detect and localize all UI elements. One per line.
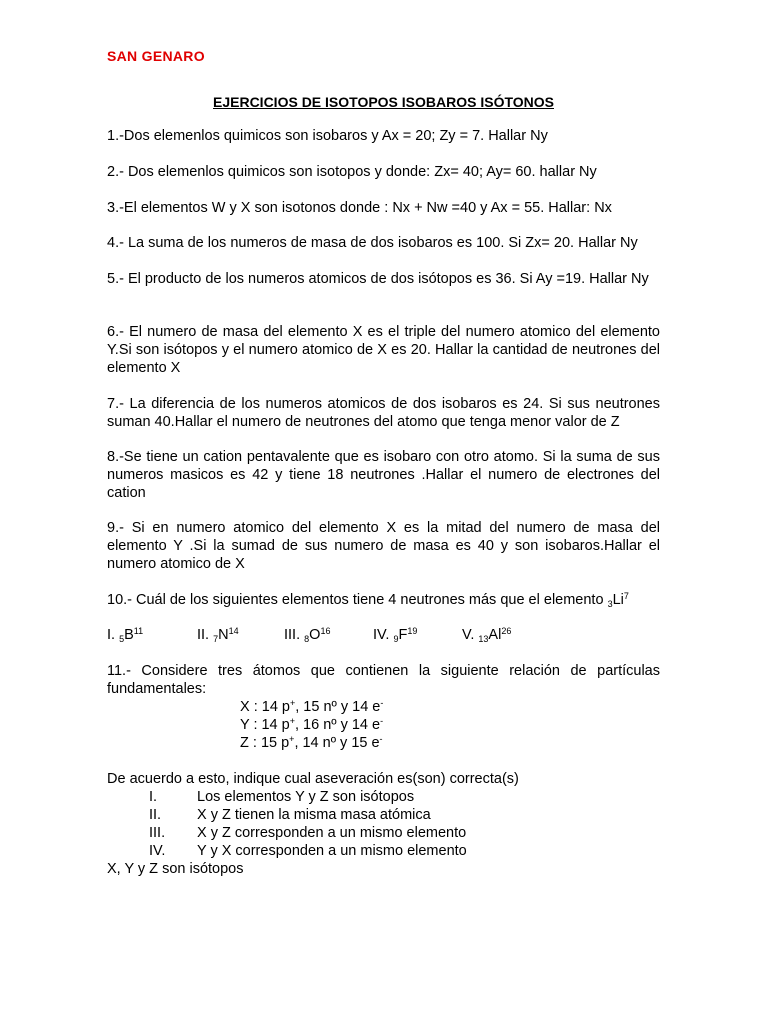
option-mass-number: 11: [133, 626, 144, 636]
statement-2-number: II.: [149, 807, 162, 823]
proton-charge: +: [289, 716, 295, 726]
option-5: [462, 626, 511, 644]
relation-protons: X : 14 p: [240, 699, 290, 715]
option-label: V.: [462, 627, 479, 643]
relation-z: [240, 734, 383, 752]
statement-5-text: X, Y y Z son isótopos: [107, 861, 244, 877]
question-6: 6.- El numero de masa del elemento X es el triple del numero atomico del elemento Y.Si son isótopos y el numero atomico de X es 20. Hallar la cantidad de neutrones del elemento X: [107, 324, 660, 376]
statement-1-number: I.: [149, 789, 158, 805]
question-11-prompt: De acuerdo a esto, indique cual aseveración es(son) correcta(s): [107, 771, 519, 787]
proton-charge: +: [289, 698, 296, 708]
question-11: 11.- Considere tres átomos que contienen la siguiente relación de partículas fundamentales:: [107, 663, 660, 697]
question-3: 3.-El elementos W y X son isotonos donde : Nx + Nw =40 y Ax = 55. Hallar: Nx: [107, 200, 612, 216]
electron-charge: -: [379, 734, 383, 744]
relation-x: [240, 698, 383, 716]
relation-y: [240, 716, 383, 734]
question-7: 7.- La diferencia de los numeros atomicos de dos isobaros es 24. Si sus neutrones suman 40.Hallar el numero de neutrones del atomo que tenga menor valor de Z: [107, 396, 660, 430]
relation-rest: , 15 nº y 14 e: [295, 699, 381, 715]
option-3: [284, 626, 330, 644]
question-10-text: 10.- Cuál de los siguientes elementos tiene 4 neutrones más que el elemento: [107, 592, 608, 608]
statement-3-number: III.: [149, 825, 166, 841]
option-mass-number: 16: [320, 626, 331, 636]
question-5: 5.- El producto de los numeros atomicos de dos isótopos es 36. Si Ay =19. Hallar Ny: [107, 271, 649, 287]
electron-charge: -: [380, 698, 384, 708]
option-label: III.: [284, 627, 305, 643]
question-1: 1.-Dos elemenlos quimicos son isobaros y Ax = 20; Zy = 7. Hallar Ny: [107, 128, 548, 144]
question-10: [107, 591, 660, 609]
option-symbol: N: [218, 627, 229, 643]
option-symbol: O: [309, 627, 321, 643]
option-2: [197, 626, 239, 644]
option-atomic-number: 8: [304, 634, 310, 644]
option-atomic-number: 13: [478, 634, 489, 644]
question-8: 8.-Se tiene un cation pentavalente que es isobaro con otro atomo. Si la suma de sus numeros masicos es 42 y tiene 18 neutrones .Hallar el numero de electrones del cation: [107, 449, 660, 501]
option-label: II.: [197, 627, 214, 643]
statement-3-text: X y Z corresponden a un mismo elemento: [197, 825, 467, 841]
option-symbol: Al: [488, 627, 502, 643]
option-atomic-number: 7: [213, 634, 219, 644]
question-4: 4.- La suma de los numeros de masa de dos isobaros es 100. Si Zx= 20. Hallar Ny: [107, 235, 638, 251]
relation-rest: , 14 nº y 15 e: [294, 735, 380, 751]
ref-atomic-number: 3: [607, 599, 613, 609]
option-atomic-number: 5: [119, 634, 125, 644]
worksheet-title: EJERCICIOS DE ISOTOPOS ISOBAROS ISÓTONOS: [213, 94, 554, 110]
option-symbol: F: [398, 627, 408, 643]
question-2: 2.- Dos elemenlos quimicos son isotopos y donde: Zx= 40; Ay= 60. hallar Ny: [107, 164, 597, 180]
option-1: [107, 626, 143, 644]
option-symbol: B: [124, 627, 134, 643]
statement-1-text: Los elementos Y y Z son isótopos: [197, 789, 415, 805]
question-9: 9.- Si en numero atomico del elemento X es la mitad del numero de masa del elemento Y .Si la sumad de sus numero de masa es 40 y son isobaros.Hallar el numero atomico de X: [107, 520, 660, 572]
statement-4-number: IV.: [149, 843, 166, 859]
option-label: IV.: [373, 627, 394, 643]
option-mass-number: 14: [228, 626, 239, 636]
statement-2-text: X y Z tienen la misma masa atómica: [197, 807, 431, 823]
option-4: [373, 626, 417, 644]
school-name: SAN GENARO: [107, 48, 205, 64]
ref-mass-number: 7: [623, 591, 629, 601]
option-mass-number: 19: [407, 626, 418, 636]
relation-rest: , 16 nº y 14 e: [294, 717, 381, 733]
electron-charge: -: [380, 716, 384, 726]
option-mass-number: 26: [501, 626, 512, 636]
statement-4-text: Y y X corresponden a un mismo elemento: [197, 843, 467, 859]
relation-protons: Z : 15 p: [240, 735, 290, 751]
option-atomic-number: 9: [393, 634, 399, 644]
relation-protons: Y : 14 p: [240, 717, 290, 733]
ref-symbol: Li: [612, 592, 624, 608]
option-label: I.: [107, 627, 120, 643]
proton-charge: +: [289, 734, 295, 744]
